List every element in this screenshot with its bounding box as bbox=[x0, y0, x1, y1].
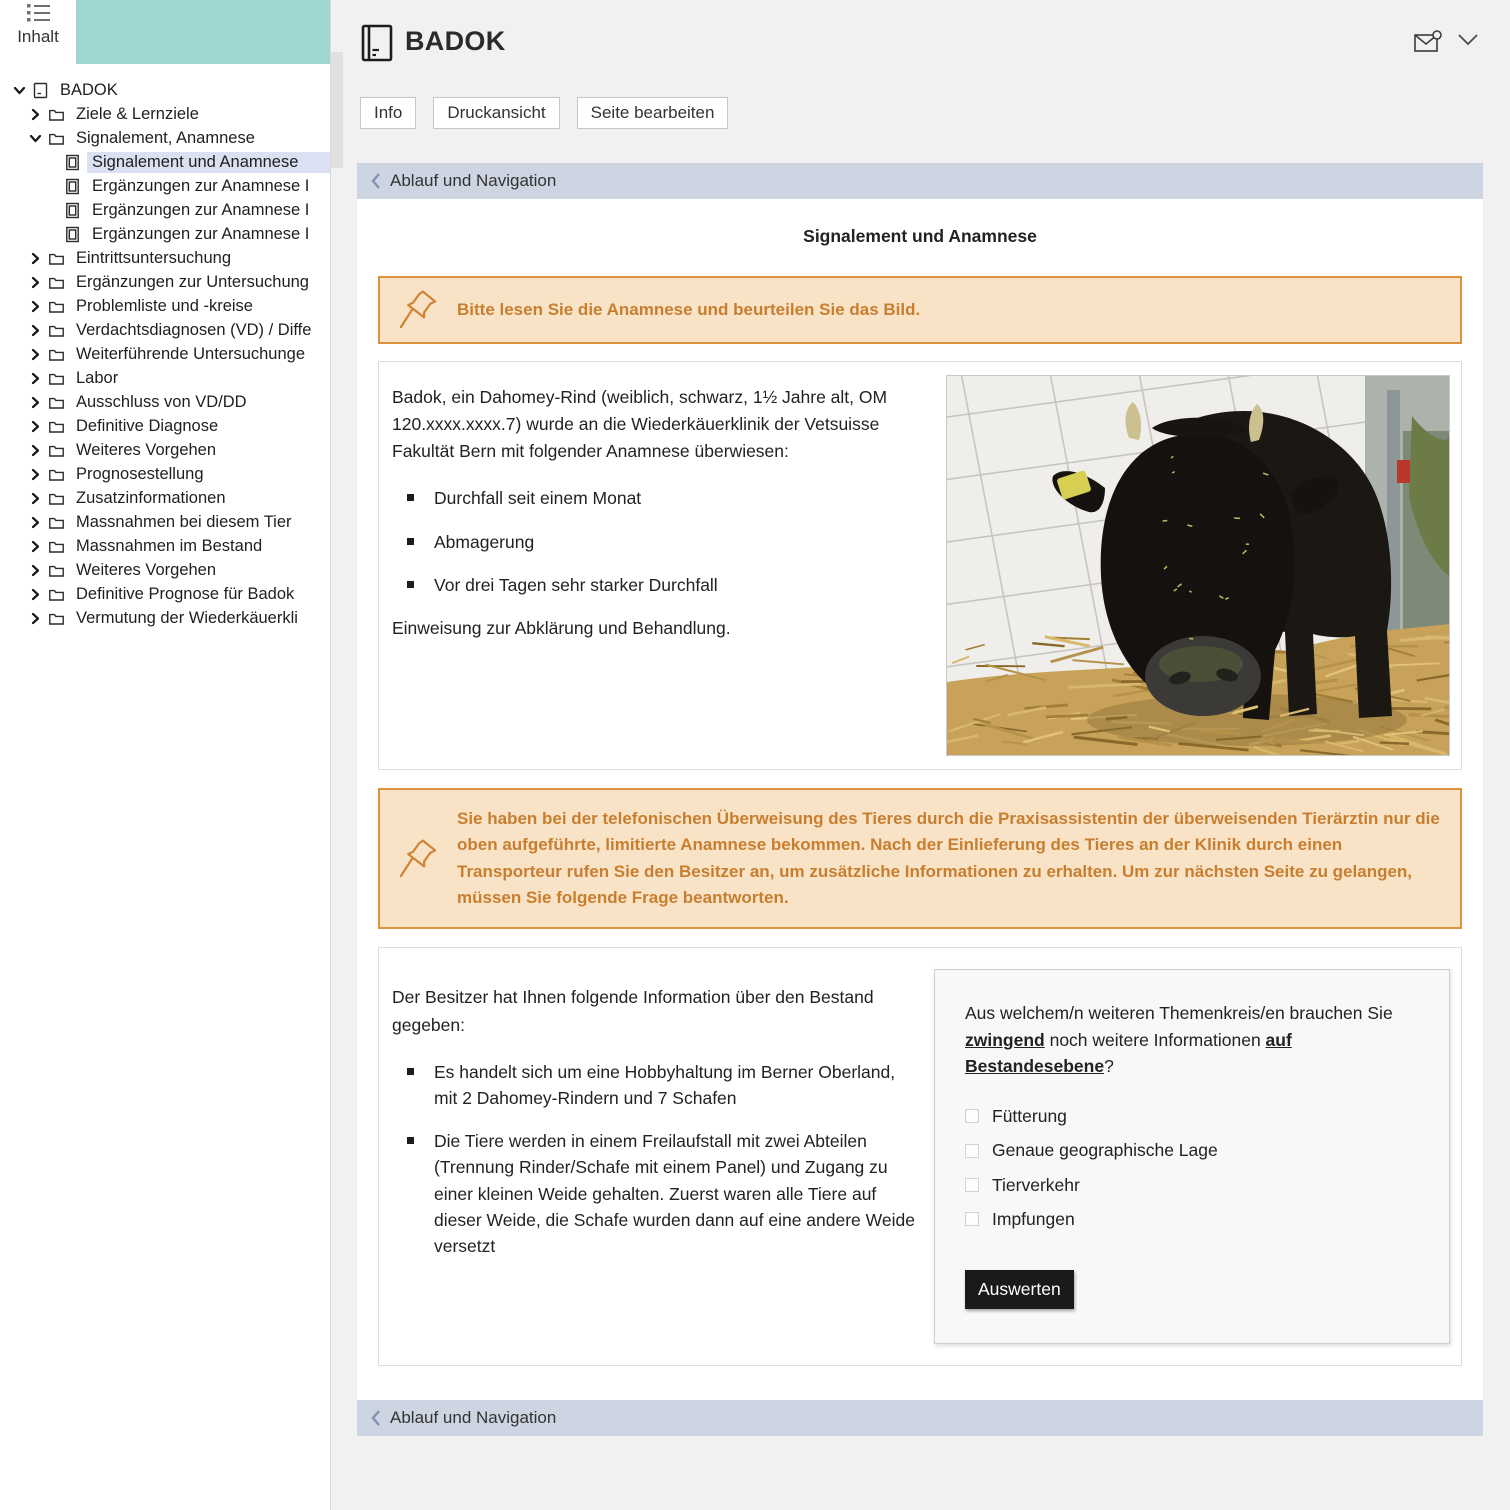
chevron-right-icon[interactable] bbox=[28, 515, 43, 530]
folder-icon bbox=[48, 610, 65, 627]
tree-item[interactable] bbox=[0, 78, 330, 102]
tree-item[interactable] bbox=[0, 582, 330, 606]
content-sidebar bbox=[0, 0, 331, 1510]
chevron-right-icon[interactable] bbox=[28, 395, 43, 410]
tree-item[interactable] bbox=[0, 270, 330, 294]
sidebar-scrollbar[interactable] bbox=[331, 52, 343, 168]
folder-icon bbox=[48, 514, 65, 531]
chevron-right-icon[interactable] bbox=[28, 419, 43, 434]
learning-module-icon bbox=[359, 23, 395, 63]
submit-button[interactable]: Auswerten bbox=[965, 1270, 1074, 1309]
tree-item-label: Labor bbox=[76, 368, 119, 387]
nav-bar-bottom[interactable] bbox=[357, 1400, 1483, 1436]
checkbox[interactable] bbox=[965, 1144, 979, 1158]
question-text-part: noch weitere Informationen bbox=[1044, 1029, 1266, 1050]
question-text-part: Aus welchem/n weiteren Themenkreis/en brauchen Sie bbox=[965, 1003, 1393, 1024]
folder-icon bbox=[48, 370, 65, 387]
question-text-part: ? bbox=[1104, 1055, 1114, 1076]
tree-item[interactable] bbox=[0, 510, 330, 534]
tree-item[interactable] bbox=[0, 486, 330, 510]
tree-item[interactable] bbox=[0, 294, 330, 318]
info-button[interactable]: Info bbox=[360, 97, 416, 129]
tree-item-label: Ergänzungen zur Anamnese I bbox=[92, 176, 310, 195]
folder-icon bbox=[48, 562, 65, 579]
chevron-right-icon[interactable] bbox=[28, 323, 43, 338]
tree-item-label: Ziele & Lernziele bbox=[76, 104, 199, 123]
chevron-down-icon[interactable] bbox=[28, 131, 43, 146]
answer-option[interactable] bbox=[965, 1206, 1419, 1232]
content-panel bbox=[357, 163, 1483, 1436]
chevron-right-icon[interactable] bbox=[28, 371, 43, 386]
folder-icon bbox=[48, 538, 65, 555]
tree-item-label: Definitive Diagnose bbox=[76, 416, 219, 435]
chevron-right-icon[interactable] bbox=[28, 443, 43, 458]
folder-icon bbox=[48, 586, 65, 603]
tree-item-label: Massnahmen bei diesem Tier bbox=[76, 512, 292, 531]
answer-options bbox=[965, 1103, 1419, 1232]
bestand-block bbox=[378, 947, 1462, 1366]
sidebar-tab-inhalt[interactable] bbox=[0, 0, 76, 64]
chevron-right-icon[interactable] bbox=[28, 347, 43, 362]
tree-item-label: Eintrittsuntersuchung bbox=[76, 248, 232, 267]
chevron-down-icon[interactable] bbox=[1456, 32, 1480, 48]
answer-option[interactable] bbox=[965, 1172, 1419, 1198]
tree-item[interactable] bbox=[0, 414, 330, 438]
folder-icon bbox=[48, 346, 65, 363]
answer-option-label: Impfungen bbox=[992, 1208, 1075, 1229]
question-text-bold: zwingend bbox=[965, 1029, 1045, 1050]
edit-page-button[interactable]: Seite bearbeiten bbox=[577, 97, 729, 129]
chevron-right-icon[interactable] bbox=[28, 491, 43, 506]
chevron-right-icon[interactable] bbox=[28, 299, 43, 314]
answer-option-label: Genaue geographische Lage bbox=[992, 1140, 1218, 1161]
bestand-intro: Der Besitzer hat Ihnen folgende Information über den Bestand gegeben: bbox=[392, 987, 874, 1035]
tree-item[interactable] bbox=[0, 150, 330, 174]
tree-item-label: Weiteres Vorgehen bbox=[76, 440, 217, 459]
page-icon bbox=[64, 226, 81, 243]
folder-icon bbox=[48, 418, 65, 435]
folder-icon bbox=[48, 298, 65, 315]
nav-bar-label: Ablauf und Navigation bbox=[390, 1408, 557, 1428]
folder-icon bbox=[48, 274, 65, 291]
page-title: BADOK bbox=[405, 26, 506, 56]
chevron-down-icon[interactable] bbox=[12, 83, 27, 98]
list-icon bbox=[0, 0, 76, 24]
mail-status-icon[interactable] bbox=[1414, 30, 1442, 54]
tree-item[interactable] bbox=[0, 438, 330, 462]
tree-item-label: Ergänzungen zur Untersuchung bbox=[76, 272, 309, 291]
page-icon bbox=[64, 154, 81, 171]
tree-item[interactable] bbox=[0, 462, 330, 486]
page-icon bbox=[64, 202, 81, 219]
folder-icon bbox=[48, 394, 65, 411]
tree-item-label: BADOK bbox=[60, 80, 118, 99]
content-tree bbox=[0, 78, 330, 630]
answer-option-label: Tierverkehr bbox=[992, 1174, 1080, 1195]
tree-item-label: Ergänzungen zur Anamnese I bbox=[92, 224, 310, 243]
tree-item-label: Ausschluss von VD/DD bbox=[76, 392, 247, 411]
sidebar-teal-strip bbox=[76, 0, 330, 64]
nav-bar-top[interactable] bbox=[357, 163, 1483, 199]
tree-item-label: Verdachtsdiagnosen (VD) / Diffe bbox=[76, 320, 312, 339]
folder-icon bbox=[48, 322, 65, 339]
checkbox[interactable] bbox=[965, 1178, 979, 1192]
chevron-right-icon[interactable] bbox=[28, 563, 43, 578]
note-text: Bitte lesen Sie die Anamnese und beurteilen Sie das Bild. bbox=[457, 299, 921, 319]
folder-icon bbox=[48, 442, 65, 459]
sidebar-tab-label: Inhalt bbox=[17, 27, 59, 46]
tree-item-label: Weiterführende Untersuchunge bbox=[76, 344, 306, 363]
tree-item[interactable] bbox=[0, 558, 330, 582]
tree-item-label: Massnahmen im Bestand bbox=[76, 536, 263, 555]
tree-item[interactable] bbox=[0, 318, 330, 342]
folder-icon bbox=[48, 490, 65, 507]
tree-item-label: Signalement, Anamnese bbox=[76, 128, 255, 147]
chevron-left-icon bbox=[370, 172, 382, 190]
folder-icon bbox=[48, 250, 65, 267]
chevron-right-icon[interactable] bbox=[28, 251, 43, 266]
tree-item-label: Definitive Prognose für Badok bbox=[76, 584, 295, 603]
note-box-instructions bbox=[378, 788, 1462, 929]
question-panel bbox=[934, 969, 1450, 1344]
answer-option[interactable] bbox=[965, 1103, 1419, 1129]
tree-item[interactable] bbox=[0, 246, 330, 270]
answer-option-label: Fütterung bbox=[992, 1106, 1067, 1127]
chevron-right-icon[interactable] bbox=[28, 275, 43, 290]
bullet-item: Es handelt sich um eine Hobbyhaltung im Berner Oberland, mit 2 Dahomey-Rindern und 7 Schafen bbox=[407, 1059, 922, 1112]
anamnese-block bbox=[378, 361, 1462, 770]
checkbox[interactable] bbox=[965, 1212, 979, 1226]
chevron-left-icon bbox=[370, 1409, 382, 1427]
tree-item[interactable] bbox=[0, 102, 330, 126]
tree-item-label: Signalement und Anamnese bbox=[87, 152, 330, 173]
pin-icon bbox=[397, 288, 439, 332]
print-view-button[interactable]: Druckansicht bbox=[433, 97, 559, 129]
toolbar bbox=[360, 97, 728, 129]
chevron-right-icon[interactable] bbox=[28, 467, 43, 482]
folder-icon bbox=[48, 466, 65, 483]
tree-item[interactable] bbox=[0, 342, 330, 366]
module-icon bbox=[32, 82, 49, 99]
tree-item[interactable] bbox=[0, 126, 330, 150]
note-text: Sie haben bei der telefonischen Überweisung des Tieres durch die Praxisassistentin der überweisenden Tierärztin nur die oben aufgeführte, limitierte Anamnese bekommen. Nach der Einlieferung des Tieres an der Klinik durch einen Transporteur rufen Sie den Besitzer an, um zusätzliche Informationen zu erhalten. Um zur nächsten Seite zu gelangen, müssen Sie folgende Frage beantworten. bbox=[457, 809, 1440, 908]
question-text-bold: auf Bestandesebene bbox=[965, 1029, 1292, 1076]
checkbox[interactable] bbox=[965, 1109, 979, 1123]
bestand-bullet-list bbox=[392, 1059, 922, 1260]
bullet-item: Durchfall seit einem Monat bbox=[407, 485, 934, 511]
anamnese-bullet-list bbox=[392, 485, 934, 598]
tree-item-label: Ergänzungen zur Anamnese I bbox=[92, 200, 310, 219]
bullet-item: Vor drei Tagen sehr starker Durchfall bbox=[407, 572, 934, 598]
page-heading: Signalement und Anamnese bbox=[803, 226, 1037, 246]
note-box-read-anamnese bbox=[378, 276, 1462, 344]
case-photo bbox=[946, 375, 1450, 756]
tree-item[interactable] bbox=[0, 198, 330, 222]
tree-item-label: Zusatzinformationen bbox=[76, 488, 226, 507]
answer-option[interactable] bbox=[965, 1137, 1419, 1163]
bullet-item: Abmagerung bbox=[407, 529, 934, 555]
question-text bbox=[965, 1000, 1419, 1079]
tree-item-label: Vermutung der Wiederkäuerkli bbox=[76, 608, 298, 627]
tree-item[interactable] bbox=[0, 534, 330, 558]
tree-item[interactable] bbox=[0, 606, 330, 630]
anamnese-intro: Badok, ein Dahomey-Rind (weiblich, schwarz, 1½ Jahre alt, OM 120.xxxx.xxxx.7) wurde an die Wiederkäuerklinik der Vetsuisse Fakultät Bern mit folgender Anamnese überwiesen: bbox=[392, 387, 888, 462]
tree-item-label: Problemliste und -kreise bbox=[76, 296, 253, 315]
chevron-right-icon[interactable] bbox=[28, 587, 43, 602]
tree-item-label: Weiteres Vorgehen bbox=[76, 560, 217, 579]
tree-item[interactable] bbox=[0, 366, 330, 390]
bullet-item: Die Tiere werden in einem Freilaufstall mit zwei Abteilen (Trennung Rinder/Schafe mit einem Panel) und Zugang zu einer kleinen Weide gehalten. Zuerst waren alle Tiere auf dieser Weide, die Schafe wurden dann auf eine andere Weide versetzt bbox=[407, 1128, 922, 1259]
chevron-right-icon[interactable] bbox=[28, 107, 43, 122]
bestand-text bbox=[390, 961, 934, 1352]
chevron-right-icon[interactable] bbox=[28, 539, 43, 554]
nav-bar-label: Ablauf und Navigation bbox=[390, 171, 557, 190]
folder-icon bbox=[48, 130, 65, 147]
pin-icon bbox=[397, 837, 439, 881]
tree-item[interactable] bbox=[0, 390, 330, 414]
page-icon bbox=[64, 178, 81, 195]
folder-icon bbox=[48, 106, 65, 123]
anamnese-outro: Einweisung zur Abklärung und Behandlung. bbox=[392, 618, 731, 639]
tree-item[interactable] bbox=[0, 222, 330, 246]
chevron-right-icon[interactable] bbox=[28, 611, 43, 626]
tree-item-label: Prognosestellung bbox=[76, 464, 204, 483]
anamnese-text bbox=[390, 375, 946, 756]
tree-item[interactable] bbox=[0, 174, 330, 198]
